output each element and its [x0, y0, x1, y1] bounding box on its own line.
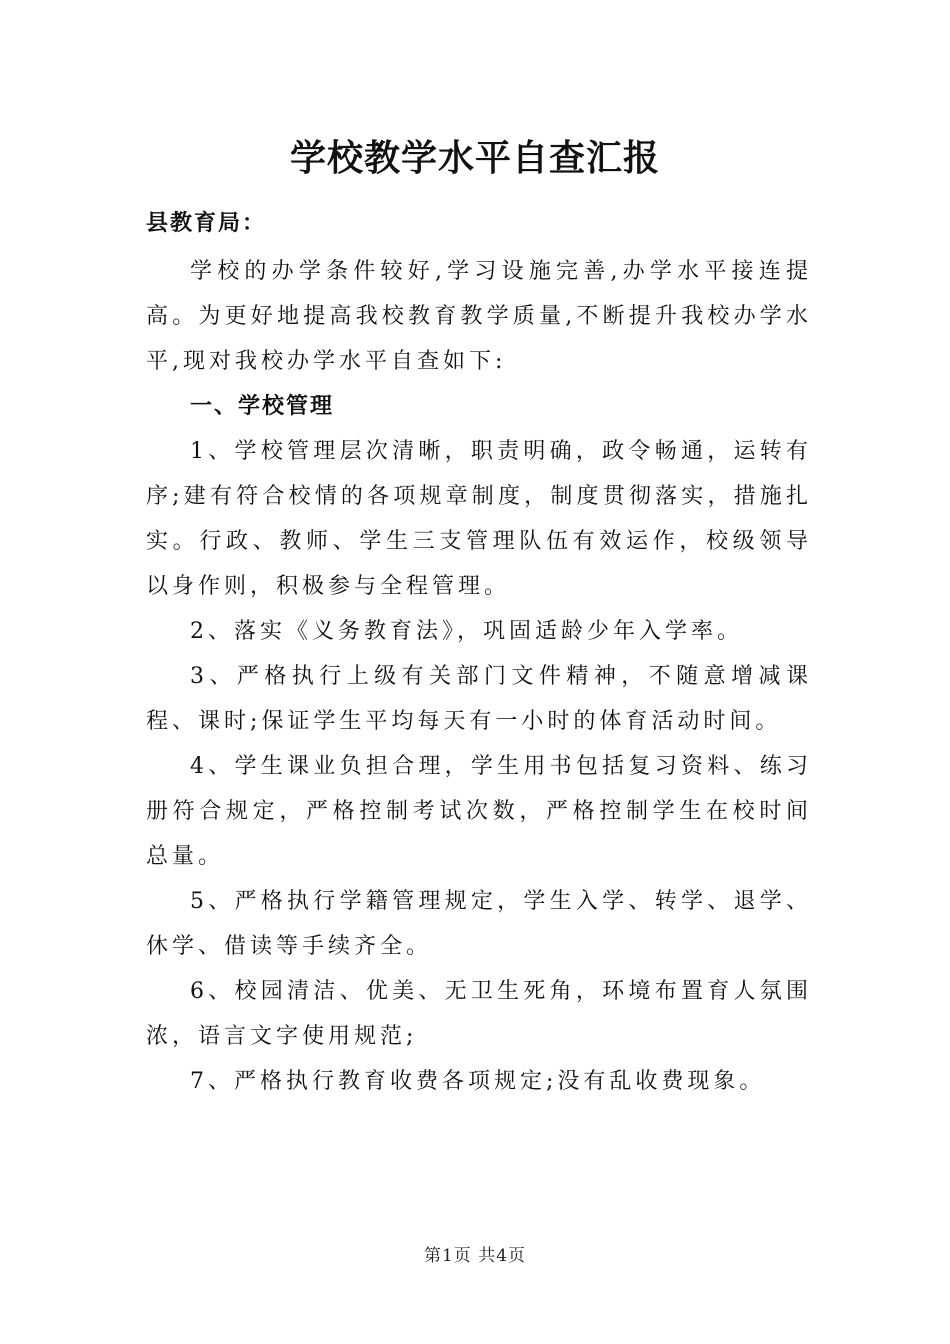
list-item: 1、学校管理层次清晰，职责明确，政令畅通，运转有序;建有符合校情的各项规章制度，制度贯彻落实，措施扎实。行政、教师、学生三支管理队伍有效运作，校级领导以身作则，积极参与全程管理。: [146, 439, 812, 599]
list-item: 2、落实《义务教育法》，巩固适龄少年入学率。: [190, 619, 743, 644]
section-heading: 一、学校管理: [190, 393, 335, 419]
list-item: 6、校园清洁、优美、无卫生死角，环境布置育人氛围浓，语言文字使用规范;: [146, 979, 812, 1049]
salutation: 县教育局：: [146, 210, 267, 236]
document-title: 学校教学水平自查汇报: [289, 137, 660, 179]
document-body: [146, 249, 812, 1104]
page-footer: 第1页 共4页: [423, 1246, 527, 1266]
list-item: 3、严格执行上级有关部门文件精神，不随意增减课程、课时;保证学生平均每天有一小时的体育活动时间。: [146, 664, 812, 734]
list-item: 7、严格执行教育收费各项规定;没有乱收费现象。: [190, 1069, 766, 1094]
intro-paragraph: 学校的办学条件较好,学习设施完善,办学水平接连提高。为更好地提高我校教育教学质量,不断提升我校办学水平,现对我校办学水平自查如下:: [146, 259, 812, 374]
list-item: 4、学生课业负担合理，学生用书包括复习资料、练习册符合规定，严格控制考试次数，严格控制学生在校时间总量。: [146, 754, 812, 869]
list-item: 5、严格执行学籍管理规定，学生入学、转学、退学、休学、借读等手续齐全。: [146, 889, 812, 959]
